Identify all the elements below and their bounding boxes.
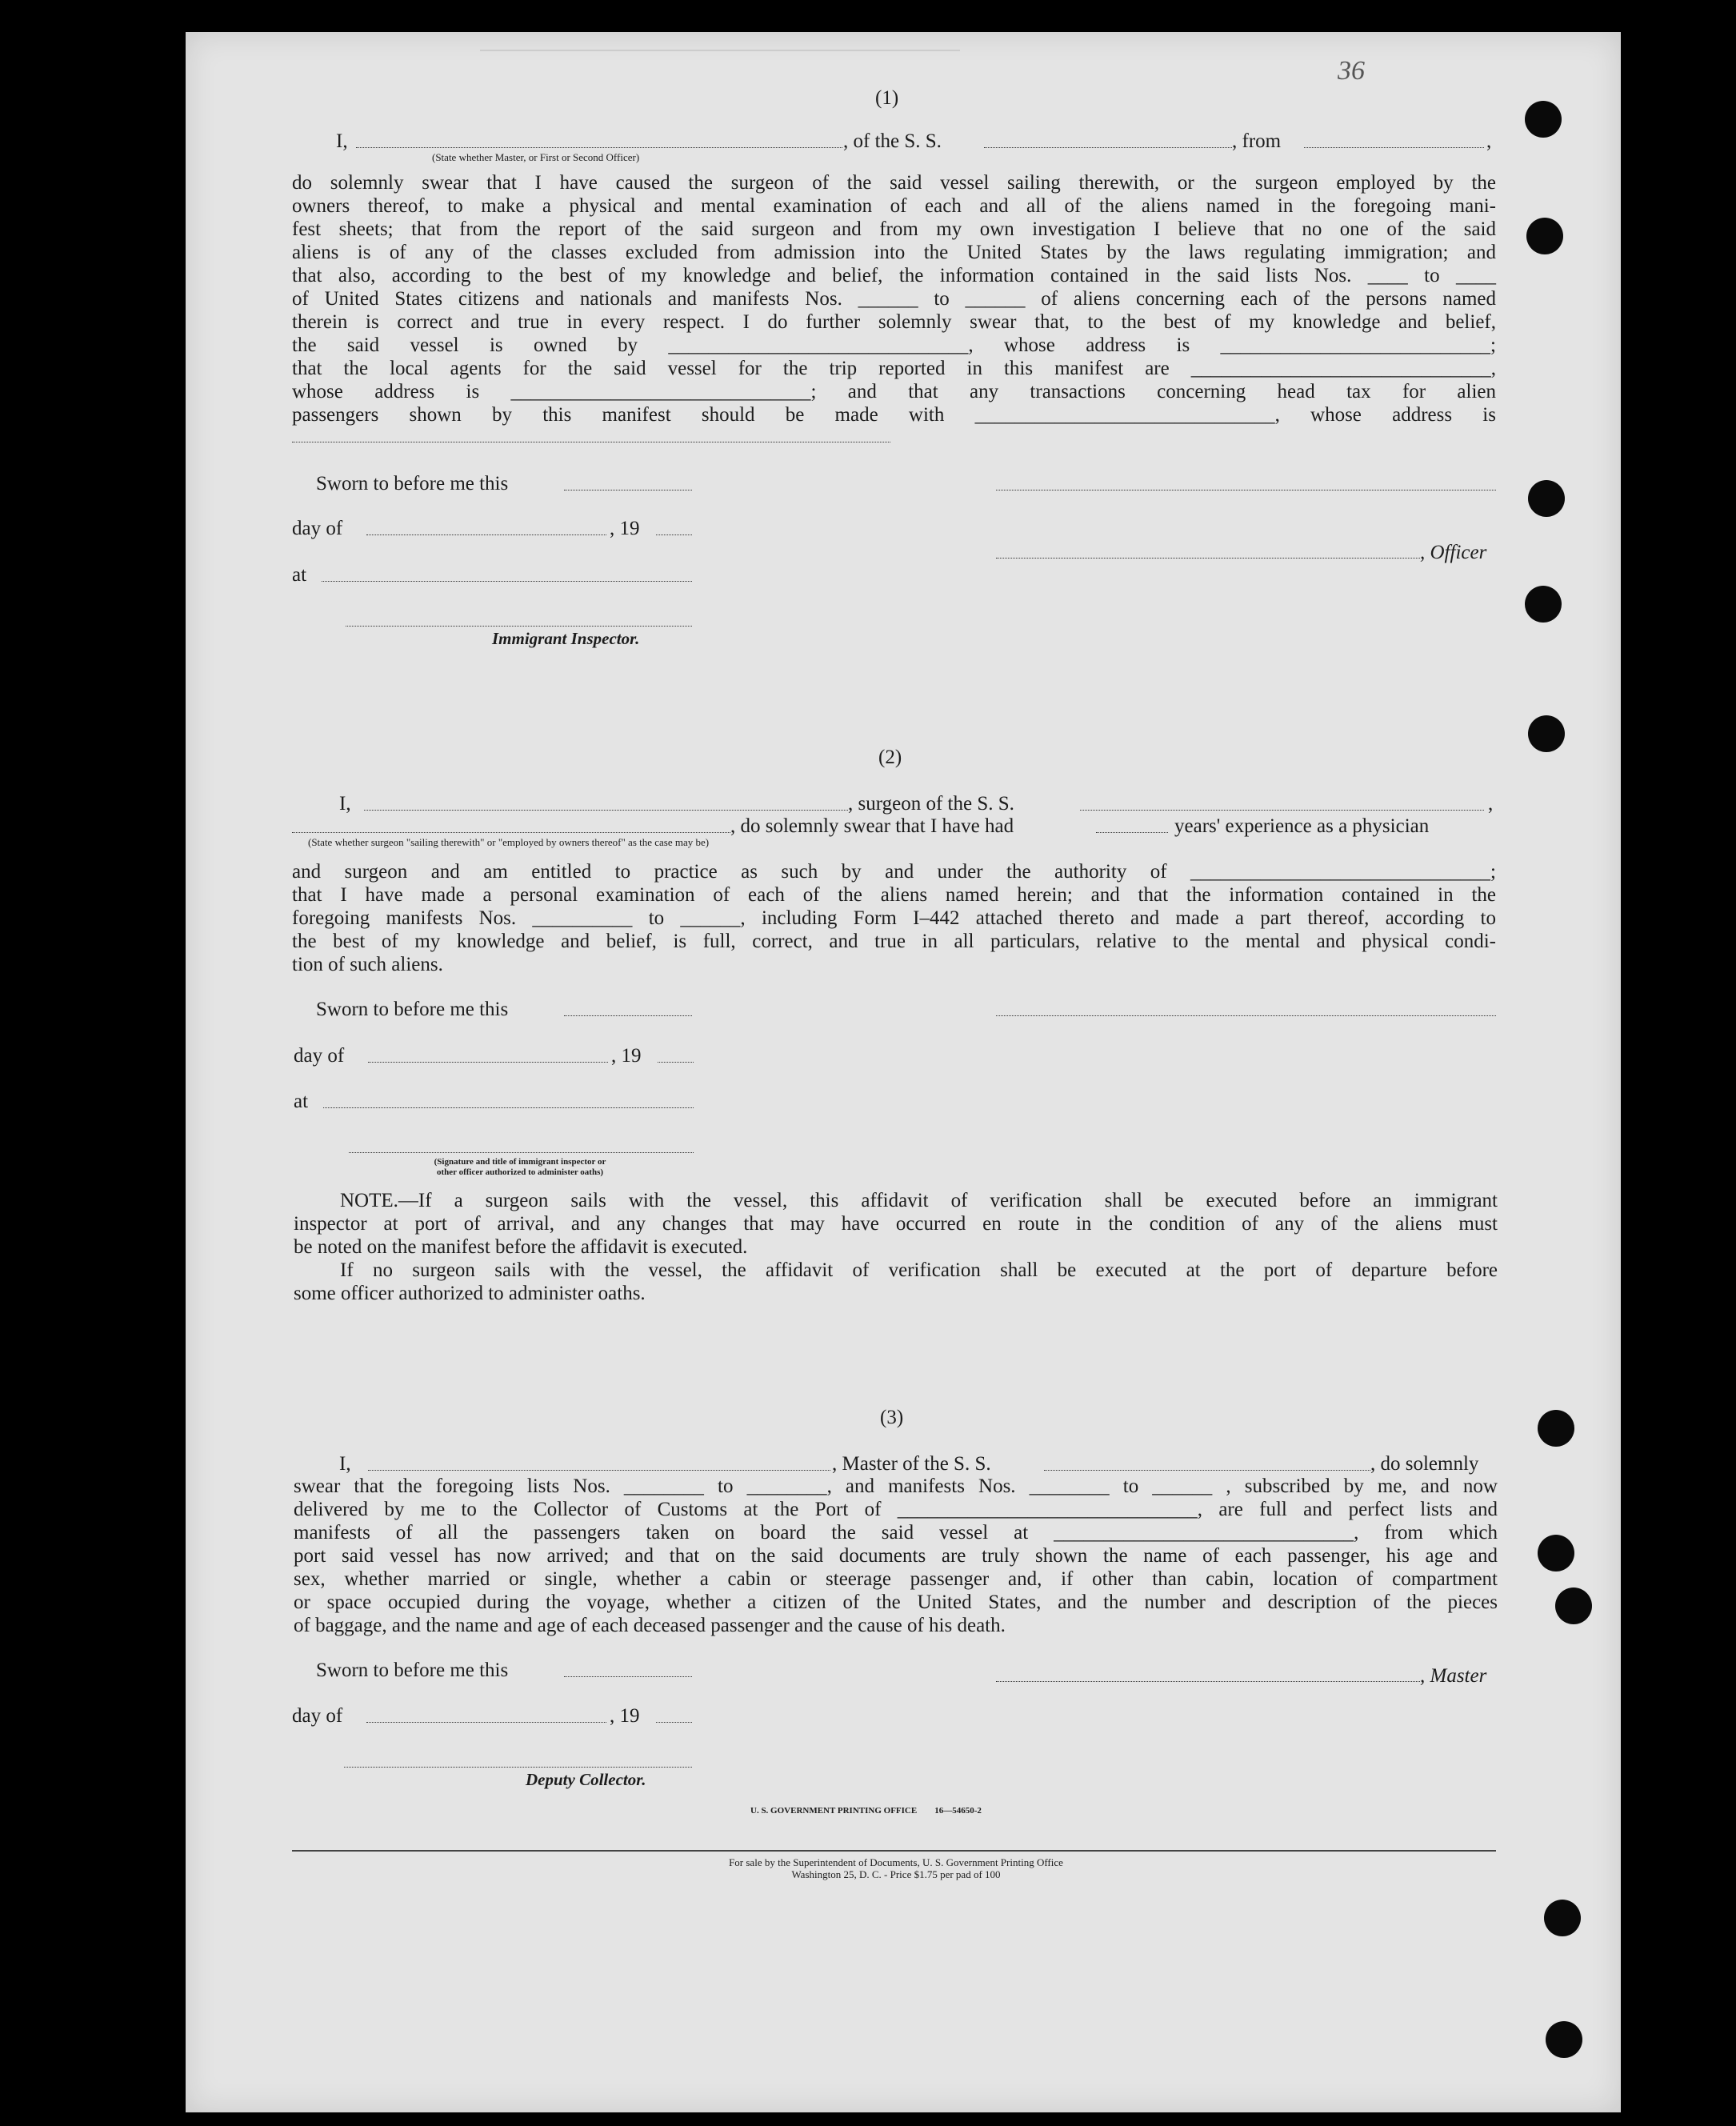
s2-line: foregoing manifests Nos. __________ to ______, including Form I–442 attached thereto and made a part thereof, according to bbox=[292, 907, 1496, 929]
s1-line: of United States citizens and nationals and manifests Nos. ______ to ______ of aliens concerning each of the persons named bbox=[292, 288, 1496, 310]
s2-day-label: day of bbox=[294, 1045, 345, 1067]
s3-day-label: day of bbox=[292, 1705, 343, 1727]
punch-hole bbox=[1528, 480, 1565, 517]
s2-line: the best of my knowledge and belief, is full, correct, and true in all particulars, relative to the mental and physical condi- bbox=[292, 931, 1496, 952]
s3-master-name-field bbox=[368, 1470, 830, 1471]
s2-day-field bbox=[368, 1062, 608, 1063]
s1-year-label: , 19 bbox=[610, 518, 640, 539]
s1-line: that also, according to the best of my knowledge and belief, the information contained in the said lists Nos. ____ to ____ bbox=[292, 265, 1496, 286]
punch-hole bbox=[1546, 2021, 1582, 2058]
s2-signature-note-2: other officer authorized to administer oaths) bbox=[436, 1167, 604, 1177]
s2-note-line bbox=[340, 1189, 1498, 1212]
s2-note-line: some officer authorized to administer oaths. bbox=[294, 1283, 646, 1304]
punch-hole bbox=[1525, 101, 1562, 138]
s2-status-note: (State whether surgeon "sailing therewith" or "employed by owners thereof" as the case may be) bbox=[308, 836, 710, 848]
s3-collector-signature-field bbox=[344, 1767, 692, 1768]
s1-line: fest sheets; that from the report of the said surgeon and from my own investigation I believe that no one of the said bbox=[292, 218, 1496, 240]
footer-price-line: Washington 25, D. C. - Price $1.75 per pad of 100 bbox=[791, 1868, 1001, 1880]
s1-line: that the local agents for the said vessel for the trip reported in this manifest are ______________________________, bbox=[292, 358, 1496, 379]
s3-master-signature-field bbox=[996, 1681, 1420, 1682]
s1-inspector-label: Immigrant Inspector. bbox=[492, 629, 640, 648]
s2-inspector-signature-field bbox=[349, 1152, 694, 1153]
s1-of-ss-label: , of the S. S. bbox=[843, 130, 942, 152]
s2-sworn-field bbox=[564, 1015, 692, 1016]
s3-line: manifests of all the passengers taken on board the said vessel at ______________________________, from which bbox=[294, 1522, 1498, 1543]
s3-master-label: , Master of the S. S. bbox=[832, 1453, 991, 1475]
punch-hole bbox=[1528, 715, 1565, 752]
s3-sworn-label: Sworn to before me this bbox=[316, 1660, 509, 1681]
s2-at-label: at bbox=[294, 1091, 309, 1112]
s3-year-field bbox=[656, 1722, 692, 1723]
s1-inspector-signature-field bbox=[346, 626, 692, 627]
s3-line: delivered by me to the Collector of Customs at the Port of ______________________________, are full and perfect lists and bbox=[294, 1499, 1498, 1520]
s2-year-field bbox=[658, 1062, 694, 1063]
s2-line: that I have made a personal examination of each of the aliens named herein; and that the information contained in the bbox=[292, 884, 1496, 906]
s3-vessel-field bbox=[1044, 1470, 1370, 1471]
s1-line: aliens is of any of the classes excluded from admission into the United States by the laws regulating immigration; and bbox=[292, 242, 1496, 263]
s1-officer-label: , Officer bbox=[1420, 542, 1487, 563]
s3-i-label: I, bbox=[339, 1453, 351, 1475]
s2-status-field bbox=[292, 832, 730, 833]
s3-swear-label: , do solemnly bbox=[1370, 1453, 1479, 1475]
s1-i-label: I, bbox=[336, 130, 348, 152]
s3-master-title: , Master bbox=[1420, 1665, 1487, 1687]
gpo-imprint: U. S. GOVERNMENT PRINTING OFFICE 16—54650-2 bbox=[750, 1806, 982, 1816]
s2-years-field bbox=[1096, 832, 1168, 833]
s1-line: whose address is ______________________________; and that any transactions concerning head tax for alien bbox=[292, 381, 1496, 402]
s2-line: and surgeon and am entitled to practice as such by and under the authority of ______________________________; bbox=[292, 861, 1496, 883]
s1-officer-field-2 bbox=[996, 558, 1420, 559]
s2-i-label: I, bbox=[339, 793, 351, 815]
s2-vessel-field bbox=[1080, 810, 1484, 811]
s1-comma: , bbox=[1486, 130, 1492, 152]
s1-line: the said vessel is owned by ______________________________, whose address is ___________________________; bbox=[292, 334, 1496, 356]
s1-line: owners thereof, to make a physical and mental examination of each and all of the aliens named in the foregoing mani- bbox=[292, 195, 1496, 217]
s1-officer-field bbox=[356, 147, 842, 148]
footer-rule bbox=[292, 1850, 1496, 1852]
s2-surgeon-name-field bbox=[364, 810, 848, 811]
punch-hole bbox=[1538, 1410, 1574, 1447]
section-3-number: (3) bbox=[880, 1407, 904, 1428]
s1-line: passengers shown by this manifest should be made with ______________________________, whose address is bbox=[292, 404, 1496, 426]
s2-note-text: NOTE.—If a surgeon sails with the vessel, this affidavit of verification shall be executed before an immigrant bbox=[340, 1190, 1498, 1211]
s1-from-field bbox=[1304, 147, 1484, 148]
s1-line: therein is correct and true in every respect. I do further solemnly swear that, to the best of my knowledge and belief, bbox=[292, 311, 1496, 333]
s1-from-label: , from bbox=[1232, 130, 1282, 152]
s2-sworn-label: Sworn to before me this bbox=[316, 999, 509, 1020]
s2-years-label: years' experience as a physician bbox=[1174, 815, 1430, 837]
section-2-number: (2) bbox=[878, 747, 902, 768]
s3-year-label: , 19 bbox=[610, 1705, 640, 1727]
s3-line: port said vessel has now arrived; and that on the said documents are truly shown the name of each passenger, his age and bbox=[294, 1545, 1498, 1567]
s2-signature-note-1: (Signature and title of immigrant inspector or bbox=[434, 1157, 606, 1167]
s1-sworn-label: Sworn to before me this bbox=[316, 473, 509, 494]
section-1-number: (1) bbox=[875, 87, 899, 109]
s2-year-label: , 19 bbox=[611, 1045, 642, 1067]
s2-comma: , bbox=[1488, 793, 1494, 815]
punch-hole bbox=[1538, 1535, 1574, 1571]
s3-day-field bbox=[366, 1722, 606, 1723]
s2-note-line: If no surgeon sails with the vessel, the affidavit of verification shall be executed at the port of departure before bbox=[340, 1259, 1498, 1281]
s2-surgeon-signature-field bbox=[996, 1015, 1496, 1016]
s1-at-label: at bbox=[292, 564, 307, 586]
footer-sale-line: For sale by the Superintendent of Documents, U. S. Government Printing Office bbox=[729, 1856, 1063, 1868]
s3-collector-label: Deputy Collector. bbox=[526, 1770, 646, 1789]
s3-line: or space occupied during the voyage, whether a citizen of the United States, and the number and description of the pieces bbox=[294, 1591, 1498, 1613]
punch-hole bbox=[1544, 1900, 1581, 1936]
s3-line: swear that the foregoing lists Nos. ________ to ________, and manifests Nos. ________ to ______ , subscribed by me, and now bbox=[294, 1475, 1498, 1497]
punch-hole bbox=[1555, 1587, 1592, 1624]
s1-at-field bbox=[322, 581, 692, 582]
punch-hole bbox=[1526, 218, 1563, 254]
s2-at-field bbox=[323, 1107, 694, 1108]
s1-day-label: day of bbox=[292, 518, 343, 539]
s3-line: sex, whether married or single, whether a cabin or steerage passenger and, if other than cabin, location of compartment bbox=[294, 1568, 1498, 1590]
s3-line: of baggage, and the name and age of each deceased passenger and the cause of his death. bbox=[294, 1615, 1006, 1636]
s2-note-line: be noted on the manifest before the affidavit is executed. bbox=[294, 1236, 748, 1258]
page-number-mark: 36 bbox=[1338, 56, 1365, 86]
s2-swear-label: , do solemnly swear that I have had bbox=[730, 815, 1014, 837]
s1-officer-note: (State whether Master, or First or Second Officer) bbox=[432, 151, 640, 163]
punch-hole bbox=[1525, 586, 1562, 623]
s3-sworn-field bbox=[564, 1676, 692, 1677]
s1-line: do solemnly swear that I have caused the surgeon of the said vessel sailing therewith, or the surgeon employed by the bbox=[292, 172, 1496, 194]
s2-line: tion of such aliens. bbox=[292, 954, 443, 975]
s2-surgeon-label: , surgeon of the S. S. bbox=[848, 793, 1014, 815]
s2-note-line: inspector at port of arrival, and any changes that may have occurred en route in the condition of any of the aliens must bbox=[294, 1213, 1498, 1235]
s1-vessel-field bbox=[984, 147, 1232, 148]
